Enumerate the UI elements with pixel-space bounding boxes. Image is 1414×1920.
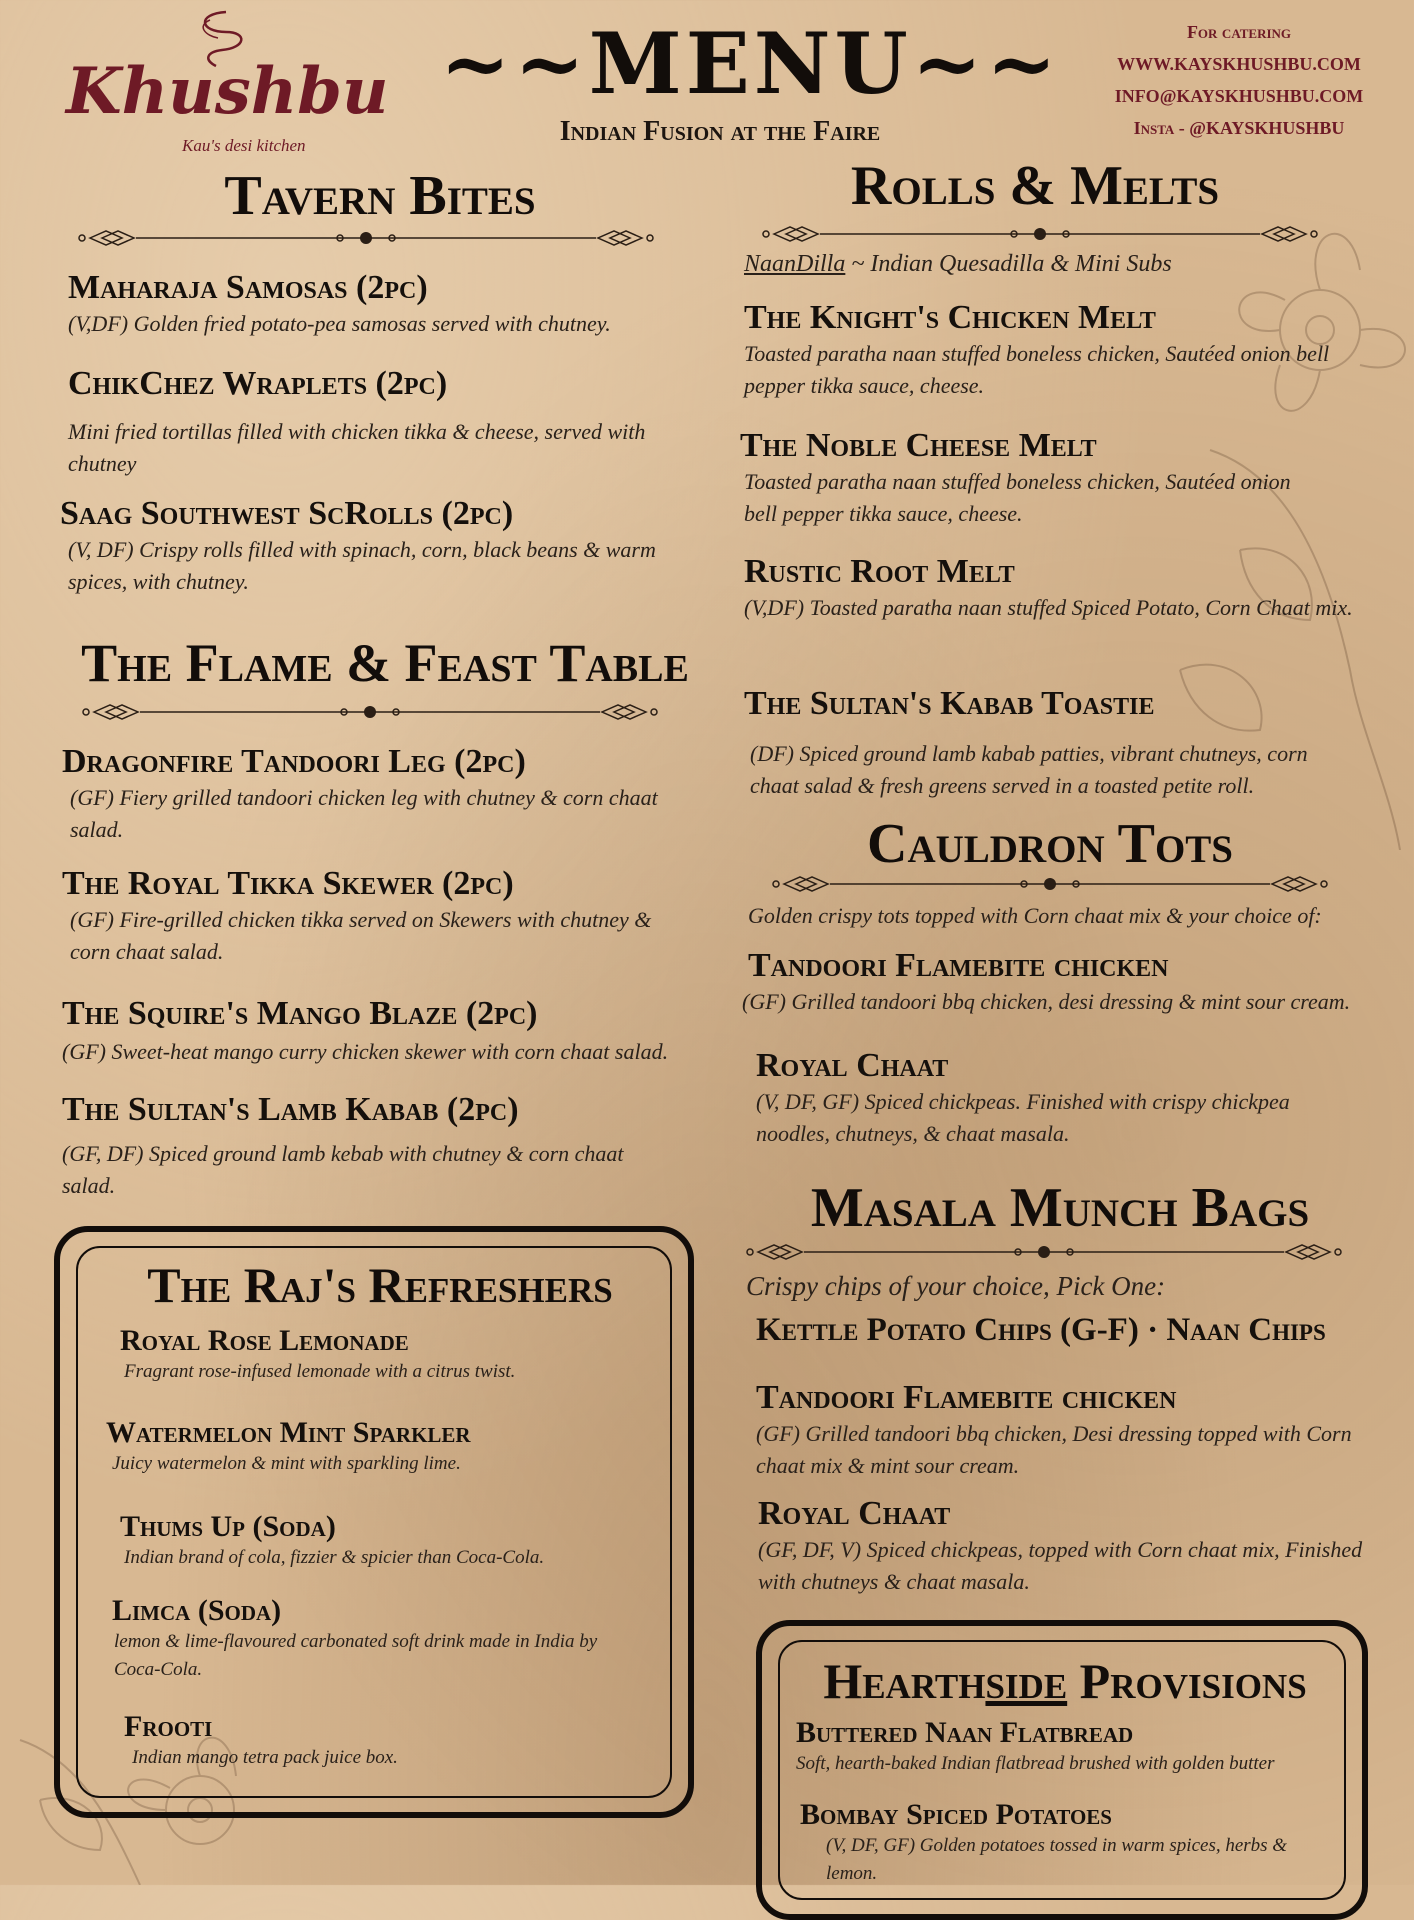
- contact-email[interactable]: INFO@KAYSKHUSHBU.COM: [1114, 86, 1364, 106]
- rolls-intro: [744, 248, 1384, 280]
- page-title: ~~MENU~~: [440, 14, 1061, 113]
- page-subtitle: Indian Fusion at the Faire: [559, 116, 881, 147]
- menu-item-name: The Noble Cheese Melt: [740, 427, 1097, 464]
- drink-desc: Indian mango tetra pack juice box.: [132, 1747, 398, 1768]
- section-title-refreshers: The Raj's Refreshers: [147, 1257, 613, 1313]
- drink-name: Limca (Soda): [112, 1594, 282, 1627]
- flourish-divider-icon: [760, 222, 1320, 246]
- flourish-divider-icon: [744, 1240, 1344, 1264]
- drink-desc: Indian brand of cola, fizzier & spicier than Coca-Cola.: [124, 1547, 545, 1568]
- rolls-item-0: [744, 298, 1364, 402]
- contact-website[interactable]: WWW.KAYSKHUSHBU.COM: [1117, 54, 1361, 74]
- cauldron-intro: Golden crispy tots topped with Corn chaat mix & your choice of:: [748, 903, 1322, 928]
- menu-item-desc: (GF, DF, V) Spiced chickpeas, topped with Corn chaat mix, Finished with chutneys & chaat masala.: [758, 1537, 1363, 1594]
- flame-item-0: [62, 742, 682, 846]
- menu-item-name: The Squire's Mango Blaze (2pc): [62, 995, 538, 1032]
- section-title-cauldron-tots: Cauldron Tots: [867, 813, 1233, 875]
- hearth-item-0: [796, 1716, 1336, 1778]
- section-title-masala-munch: Masala Munch Bags: [810, 1177, 1310, 1239]
- menu-item-name: ChikChez Wraplets (2pc): [68, 365, 448, 402]
- hearth-item-1: [800, 1798, 1300, 1888]
- drink-desc: Fragrant rose-infused lemonade with a citrus twist.: [124, 1361, 516, 1382]
- menu-item-desc: (V, DF) Crispy rolls filled with spinach, corn, black beans & warm spices, with chutney.: [68, 537, 656, 594]
- drink-name: Frooti: [124, 1710, 213, 1743]
- rolls-item-2: [744, 552, 1364, 624]
- refresher-item-1: [106, 1416, 666, 1478]
- section-title-flame-feast: The Flame & Feast Table: [81, 633, 689, 693]
- menu-item-desc: (GF) Grilled tandoori bbq chicken, Desi dressing topped with Corn chaat mix & mint sour cream.: [756, 1421, 1352, 1478]
- tavern-item-1: [68, 364, 648, 480]
- menu-item-name: Royal Chaat: [756, 1047, 949, 1084]
- brand-name: Khushbu: [66, 54, 389, 129]
- menu-item-name: Tandoori Flamebite chicken: [756, 1379, 1177, 1416]
- brand-logo: [66, 8, 389, 158]
- provision-desc: Soft, hearth-baked Indian flatbread brushed with golden butter: [796, 1753, 1275, 1774]
- flame-item-3: [62, 1090, 682, 1202]
- drink-name: Royal Rose Lemonade: [120, 1324, 409, 1357]
- menu-item-desc: Toasted paratha naan stuffed boneless chicken, Sautéed onion bell pepper tikka sauce, cheese.: [744, 341, 1330, 398]
- tavern-item-0: [68, 268, 688, 340]
- masala-chips-options: Kettle Potato Chips (G-F) · Naan Chips: [756, 1312, 1326, 1348]
- catering-contact: [1104, 16, 1374, 144]
- menu-item-desc: (V,DF) Toasted paratha naan stuffed Spiced Potato, Corn Chaat mix.: [744, 595, 1353, 620]
- menu-item-name: Rustic Root Melt: [744, 553, 1015, 590]
- menu-item-desc: (V,DF) Golden fried potato-pea samosas served with chutney.: [68, 311, 611, 336]
- provision-name: Buttered Naan Flatbread: [796, 1716, 1134, 1749]
- menu-item-name: The Knight's Chicken Melt: [744, 299, 1156, 336]
- masala-intro: Crispy chips of your choice, Pick One:: [746, 1271, 1166, 1301]
- hearthside-title-a: Hearth: [823, 1653, 986, 1709]
- menu-item-name: Dragonfire Tandoori Leg (2pc): [62, 743, 526, 780]
- drink-name: Thums Up (Soda): [120, 1510, 336, 1543]
- menu-item-name: The Sultan's Kabab Toastie: [744, 685, 1155, 722]
- rolls-item-1: [740, 426, 1320, 530]
- menu-item-desc: (V, DF, GF) Spiced chickpeas. Finished with crispy chickpea noodles, chutneys, & chaat masala.: [756, 1089, 1290, 1146]
- naandilla-label: NaanDilla: [744, 251, 846, 277]
- flourish-divider-icon: [80, 700, 660, 724]
- refresher-item-4: [124, 1710, 644, 1772]
- refresher-item-2: [120, 1510, 660, 1572]
- refresher-item-3: [112, 1594, 632, 1684]
- masala-item-0: [756, 1378, 1376, 1482]
- refresher-item-0: [120, 1324, 660, 1386]
- flame-item-1: [62, 864, 682, 968]
- contact-instagram[interactable]: Insta - @KAYSKHUSHBU: [1133, 118, 1345, 138]
- drink-name: Watermelon Mint Sparkler: [106, 1416, 471, 1449]
- menu-item-name: The Sultan's Lamb Kabab (2pc): [62, 1091, 519, 1128]
- menu-item-name: Royal Chaat: [758, 1495, 951, 1532]
- flourish-divider-icon: [76, 226, 656, 250]
- menu-item-name: The Royal Tikka Skewer (2pc): [62, 865, 514, 902]
- section-title-tavern-bites: Tavern Bites: [224, 165, 536, 227]
- rolls-item-3: [744, 684, 1344, 802]
- catering-heading: For catering: [1186, 22, 1292, 42]
- menu-item-desc: Mini fried tortillas filled with chicken tikka & cheese, served with chutney: [68, 419, 646, 476]
- flourish-divider-icon: [770, 872, 1330, 896]
- menu-item-desc: (GF, DF) Spiced ground lamb kebab with chutney & corn chaat salad.: [62, 1141, 624, 1198]
- hearthside-title-b: side: [985, 1653, 1068, 1709]
- provision-name: Bombay Spiced Potatoes: [800, 1798, 1112, 1831]
- menu-item-desc: (GF) Sweet-heat mango curry chicken skewer with corn chaat salad.: [62, 1039, 669, 1064]
- drink-desc: Juicy watermelon & mint with sparkling lime.: [112, 1453, 461, 1474]
- provision-desc: (V, DF, GF) Golden potatoes tossed in warm spices, herbs & lemon.: [826, 1835, 1288, 1884]
- drink-desc: lemon & lime-flavoured carbonated soft drink made in India by Coca-Cola.: [114, 1631, 598, 1680]
- menu-item-desc: (GF) Fiery grilled tandoori chicken leg with chutney & corn chaat salad.: [70, 785, 658, 842]
- menu-item-desc: (DF) Spiced ground lamb kabab patties, vibrant chutneys, corn chaat salad & fresh greens served in a toasted petite roll.: [750, 741, 1308, 798]
- menu-item-name: Maharaja Samosas (2pc): [68, 269, 428, 306]
- flame-item-2: [62, 994, 702, 1068]
- rolls-intro-text: ~ Indian Quesadilla & Mini Subs: [845, 251, 1172, 277]
- cauldron-item-0: [742, 946, 1388, 1018]
- menu-item-desc: Toasted paratha naan stuffed boneless chicken, Sautéed onion bell pepper tikka sauce, cheese.: [744, 469, 1291, 526]
- brand-tagline: Kau's desi kitchen: [182, 136, 306, 155]
- menu-item-name: Tandoori Flamebite chicken: [748, 947, 1169, 984]
- section-title-hearthside: [770, 1652, 1360, 1710]
- menu-item-desc: (GF) Grilled tandoori bbq chicken, desi dressing & mint sour cream.: [742, 989, 1351, 1014]
- tavern-item-2: [60, 494, 660, 598]
- hearthside-title-c: Provisions: [1067, 1653, 1307, 1709]
- menu-item-name: Saag Southwest ScRolls (2pc): [60, 495, 514, 532]
- section-title-rolls-melts: Rolls & Melts: [850, 155, 1220, 217]
- masala-item-1: [758, 1494, 1378, 1598]
- menu-item-desc: (GF) Fire-grilled chicken tikka served on Skewers with chutney & corn chaat salad.: [70, 907, 652, 964]
- cauldron-item-1: [756, 1046, 1356, 1150]
